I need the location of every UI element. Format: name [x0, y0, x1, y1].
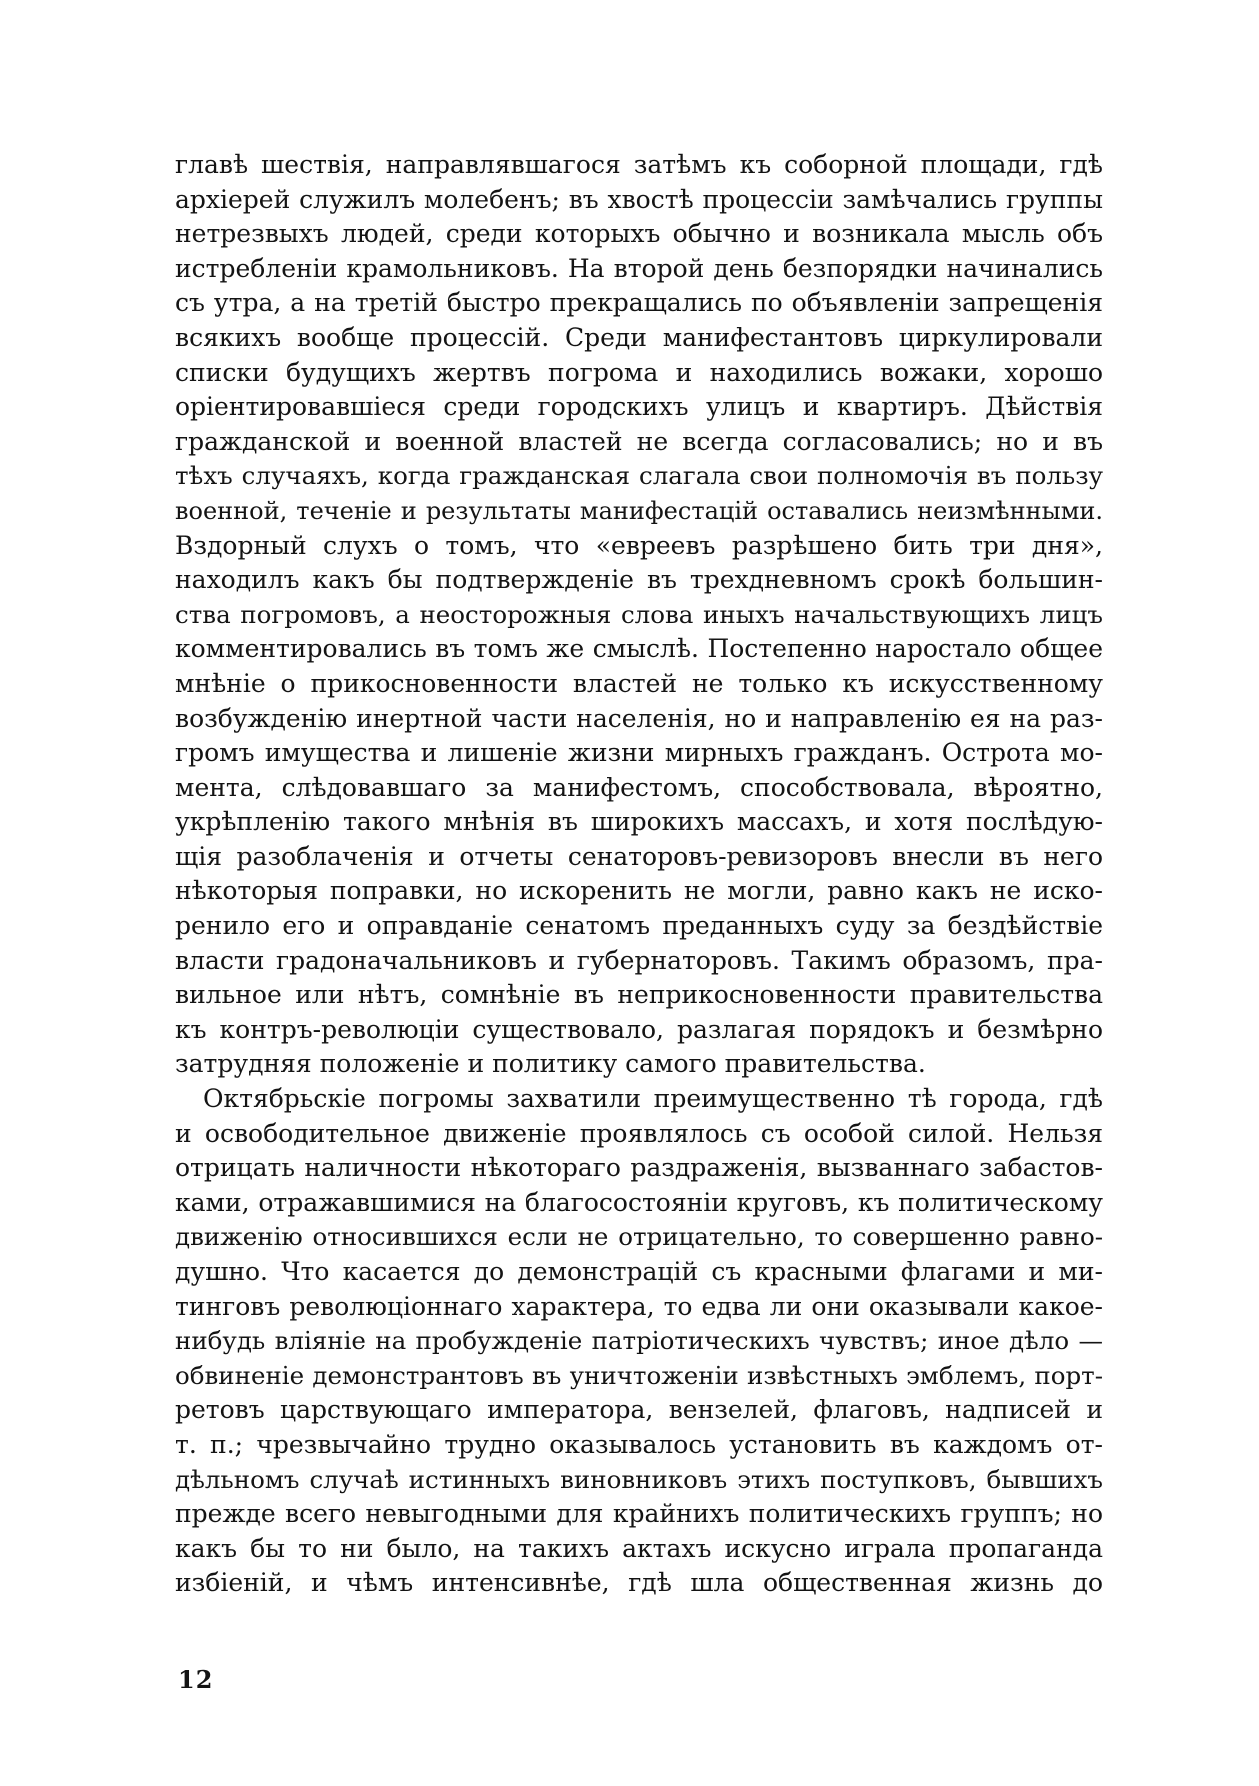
text-line: ства погромовъ, а неосторожныя слова иныхъ начальствующихъ лицъ — [175, 599, 1103, 629]
text-line: архіерей служилъ молебенъ; въ хвостѣ процессіи замѣчались группы — [175, 184, 1103, 214]
text-line: нибудь вліяніе на пробужденіе патріотическихъ чувствъ; иное дѣло — — [175, 1326, 1103, 1356]
text-line: Октябрьскіе погромы захватили преимущественно тѣ города, гдѣ — [203, 1084, 1103, 1114]
text-line: къ контръ-революціи существовало, разлагая порядокъ и безмѣрно — [175, 1014, 1103, 1044]
text-line: затрудняя положеніе и политику самого правительства. — [175, 1049, 926, 1079]
text-line: щія разоблаченія и отчеты сенаторовъ-ревизоровъ внесли въ него — [175, 841, 1103, 871]
paragraph — [175, 1082, 1103, 1601]
text-line: мента, слѣдовавшаго за манифестомъ, способствовала, вѣроятно, — [175, 772, 1103, 802]
text-line: т. п.; чрезвычайно трудно оказывалось установить въ каждомъ от- — [175, 1429, 1103, 1459]
text-line: дѣльномъ случаѣ истинныхъ виновниковъ этихъ поступковъ, бывшихъ — [175, 1464, 1103, 1494]
body-text — [175, 148, 1103, 1601]
text-line: укрѣпленію такого мнѣнія въ широкихъ массахъ, и хотя послѣдую- — [175, 807, 1103, 837]
text-line: съ утра, а на третій быстро прекращались по объявленіи запрещенія — [175, 288, 1103, 318]
text-line: власти градоначальниковъ и губернаторовъ. Такимъ образомъ, пра- — [175, 945, 1103, 975]
text-line: нетрезвыхъ людей, среди которыхъ обычно и возникала мысль объ — [175, 219, 1103, 249]
text-line: душно. Что касается до демонстрацій съ красными флагами и ми- — [175, 1257, 1103, 1286]
text-line: мнѣніе о прикосновенности властей не только къ искусственному — [175, 668, 1103, 698]
text-line: ренило его и оправданіе сенатомъ преданныхъ суду за бездѣйствіе — [175, 911, 1103, 941]
text-line: находилъ какъ бы подтвержденіе въ трехдневномъ срокѣ большин- — [175, 565, 1103, 595]
text-line: какъ бы то ни было, на такихъ актахъ искусно играла пропаганда — [175, 1533, 1103, 1563]
text-line: комментировались въ томъ же смыслѣ. Постепенно наростало общее — [175, 634, 1103, 664]
text-line: и освободительное движеніе проявлялось съ особой силой. Нельзя — [175, 1118, 1103, 1148]
text-line: возбужденію инертной части населенія, но и направленію ея на раз- — [175, 703, 1103, 733]
text-line: обвиненіе демонстрантовъ въ уничтоженіи извѣстныхъ эмблемъ, порт- — [175, 1360, 1103, 1390]
text-line: оріентировавшіеся среди городскихъ улицъ и квартиръ. Дѣйствія — [175, 392, 1103, 422]
text-line: военной, теченіе и результаты манифестацій оставались неизмѣнными. — [175, 496, 1103, 525]
text-line: вильное или нѣтъ, сомнѣніе въ неприкосновенности правительства — [175, 980, 1103, 1010]
text-line: гражданской и военной властей не всегда согласовались; но и въ — [175, 426, 1103, 456]
text-line: громъ имущества и лишеніе жизни мирныхъ гражданъ. Острота мо- — [175, 738, 1103, 768]
text-line: тинговъ революціоннаго характера, то едва ли они оказывали какое- — [175, 1291, 1103, 1321]
text-line: нѣкоторыя поправки, но искоренить не могли, равно какъ не иско- — [175, 876, 1103, 906]
text-line: всякихъ вообще процессій. Среди манифестантовъ циркулировали — [175, 322, 1103, 352]
text-line: списки будущихъ жертвъ погрома и находились вожаки, хорошо — [175, 357, 1103, 387]
page-number: 12 — [178, 1665, 214, 1694]
text-line: Вздорный слухъ о томъ, что «евреевъ разрѣшено бить три дня», — [175, 530, 1103, 560]
text-line: избіеній, и чѣмъ интенсивнѣе, гдѣ шла общественная жизнь до — [175, 1568, 1103, 1598]
text-line: главѣ шествія, направлявшагося затѣмъ къ соборной площади, гдѣ — [175, 150, 1103, 179]
text-line: отрицать наличности нѣкотораго раздраженія, вызваннаго забастов- — [175, 1153, 1103, 1183]
text-line: ретовъ царствующаго императора, вензелей, флаговъ, надписей и — [175, 1395, 1103, 1425]
text-line: истребленіи крамольниковъ. На второй день безпорядки начинались — [175, 253, 1103, 283]
text-line: ками, отражавшимися на благосостояніи круговъ, къ политическому — [175, 1187, 1103, 1217]
text-line: прежде всего невыгодными для крайнихъ политическихъ группъ; но — [175, 1499, 1103, 1529]
text-line: движенію относившихся если не отрицательно, то совершенно равно- — [175, 1222, 1103, 1252]
text-line: тѣхъ случаяхъ, когда гражданская слагала свои полномочія въ пользу — [175, 461, 1103, 491]
paragraph — [175, 148, 1103, 1082]
